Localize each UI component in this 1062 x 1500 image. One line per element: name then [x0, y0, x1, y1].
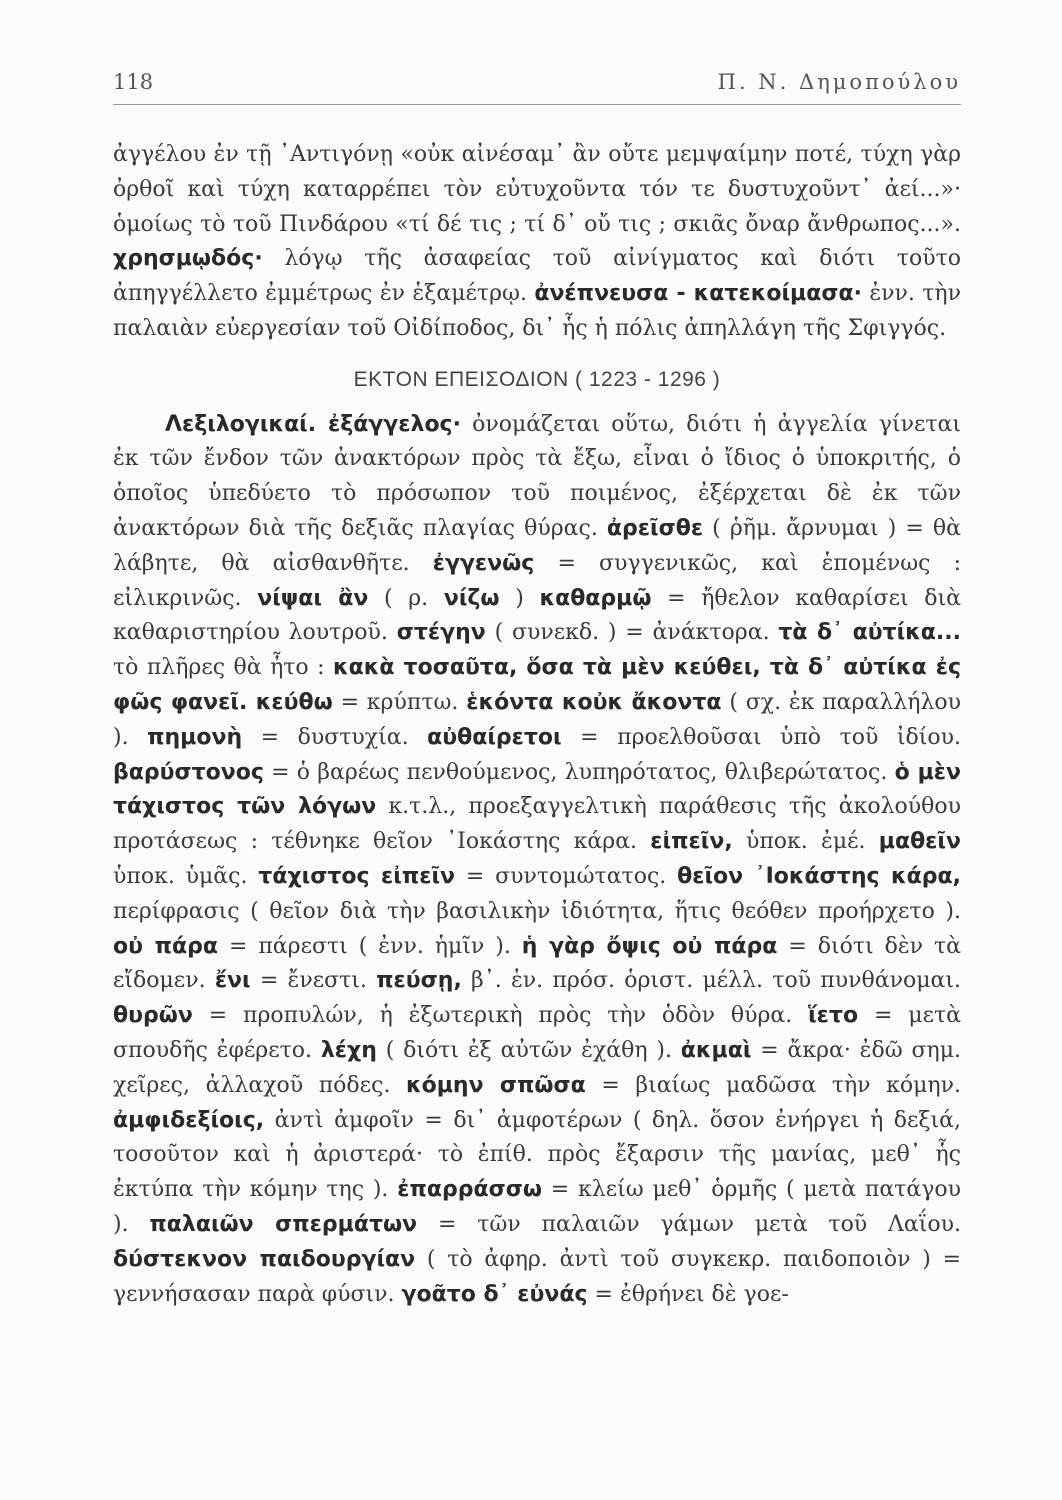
lemma-term: ὁ μὲν τάχιστος τῶν λόγων — [113, 759, 961, 820]
gloss-text: ( συνεκδ. ) = ἀνάκτορα. — [485, 620, 779, 646]
gloss-text: = συντομώτατος. — [455, 863, 678, 889]
running-head-author: Π. Ν. Δημοπούλου — [717, 70, 961, 94]
gloss-text: ( διότι ἐξ αὐτῶν ἐχάθη ). — [376, 1037, 681, 1063]
lemma-term: ἀρεῖσθε — [606, 515, 704, 541]
lemma-term: πημονὴ — [147, 724, 243, 750]
gloss-text: ὀνομάζεται οὕτω, διότι ἡ ἀγγελία γίνεται ἐκ τῶν ἔνδον τῶν ἀνακτόρων πρὸς τὰ ἔξω, εἶναι ὁ ἴδιος ὁ ὑποκριτής, ὁ ὁποῖος ὑπεδύετο τὸ πρόσωπον τοῦ ποιμένος, ἐξέρχεται δὲ ἐκ τῶν ἀνακτόρων διὰ τῆς δεξιᾶς πλαγίας θύρας. — [113, 411, 961, 541]
gloss-text: = κλείω μεθ᾿ ὁρμῆς ( μετὰ πατάγου ). — [113, 1177, 961, 1237]
lemma-term: οὐ πάρα — [113, 933, 218, 959]
gloss-text: ( σχ. ἐκ παραλλήλου ). — [113, 689, 961, 750]
gloss-text: = ὁ βαρέως πενθούμενος, λυπηρότατος, θλιβερώτατος. — [263, 759, 895, 785]
gloss-text: κ.τ.λ., προεξαγγελτικὴ παράθεσις τῆς ἀκολούθου προτάσεως : τέθνηκε θεῖον ᾿Ιοκάστης κάρα. — [113, 794, 961, 855]
lemma-term: δύστεκνον παιδουργίαν — [113, 1246, 416, 1272]
lemma-term: νίζω — [443, 585, 500, 611]
gloss-text: ( ρ. — [368, 585, 444, 611]
gloss-text: = δυστυχία. — [242, 724, 428, 750]
lemma-term: ἀμφιδεξίοις, — [113, 1107, 265, 1133]
lemma-term: ἐγγενῶς — [432, 550, 535, 576]
lemma-term: εἰπεῖν, — [650, 829, 733, 855]
lemma-term: ἀνέπνευσα - κατεκοίμασα· — [534, 281, 862, 307]
gloss-text: ὑποκ. ὑμᾶς. — [113, 863, 259, 889]
gloss-text: = κρύπτω. — [332, 689, 467, 715]
lemma-term: στέγην — [396, 620, 486, 646]
lemma-term: παλαιῶν σπερμάτων — [149, 1211, 418, 1237]
gloss-text: = ἤθελον καθαρίσει διὰ καθαριστηρίου λουτροῦ. — [113, 585, 961, 646]
gloss-text: ἀγγέλου ἐν τῇ ᾿Αντιγόνῃ «οὐκ αἰνέσαμ᾿ ἂν οὔτε μεμψαίμην ποτέ, τύχη γὰρ ὀρθοῖ καὶ τύχη καταρρέπει τὸν εὐτυχοῦντα τόν τε δυστυχοῦντ᾿ ἀεί...»· ὁμοίως τὸ τοῦ Πινδάρου «τί δέ τις ; τί δ᾿ οὔ τις ; σκιᾶς ὄναρ ἄνθρωπος...». — [113, 142, 961, 237]
lemma-term: καθαρμῷ — [539, 585, 652, 611]
gloss-text: = μετὰ σπουδῆς ἐφέρετο. — [113, 1003, 961, 1063]
gloss-text: = προελθοῦσαι ὑπὸ τοῦ ἰδίου. — [561, 724, 961, 750]
lemma-term: θυρῶν — [113, 1003, 193, 1029]
lemma-term: τάχιστος εἰπεῖν — [258, 863, 456, 889]
lemma-term: Λεξιλογικαί. ἐξάγγελος· — [165, 411, 461, 437]
lemma-term: ἀκμαὶ — [680, 1037, 752, 1063]
lemma-term: ἵετο — [808, 1003, 859, 1029]
gloss-text: ( ῥῆμ. ἄρνυμαι ) = θὰ λάβητε, θὰ αἰσθανθῆτε. — [113, 515, 961, 576]
body-paragraph — [113, 408, 961, 1313]
gloss-text: = ἄκρα· ἐδῶ σημ. χεῖρες, ἀλλαχοῦ πόδες. — [113, 1037, 961, 1098]
gloss-text: περίφρασις ( θεῖον διὰ τὴν βασιλικὴν ἰδιότητα, ἥτις θεόθεν προήρχετο ). — [113, 898, 961, 924]
gloss-text: β᾿. ἑν. πρόσ. ὁριστ. μέλλ. τοῦ πυνθάνομαι. — [461, 968, 961, 994]
lemma-term: λέχη — [320, 1037, 377, 1063]
gloss-text: = ἐθρήνει δὲ γοε- — [587, 1281, 789, 1307]
header-rule — [113, 104, 961, 105]
lemma-term: νίψαι ἂν — [257, 585, 369, 611]
gloss-text: = βιαίως μαδῶσα τὴν κόμην. — [585, 1072, 961, 1098]
section-heading: ΕΚΤΟΝ ΕΠΕΙΣΟΔΙΟΝ ( 1223 - 1296 ) — [353, 367, 721, 391]
lemma-term: ἡ γὰρ ὄψις οὐ πάρα — [521, 933, 778, 959]
lemma-term: τὰ δ᾿ αὐτίκα... — [778, 620, 961, 646]
gloss-text: = συγγενικῶς, καὶ ἑπομένως : εἰλικρινῶς. — [113, 550, 961, 611]
page-number: 118 — [113, 70, 154, 94]
lemma-term: θεῖον ᾿Ιοκάστης κάρα, — [677, 863, 961, 889]
lemma-term: ἔνι — [214, 968, 251, 994]
gloss-text: ) — [499, 585, 540, 611]
lemma-term: κακὰ τοσαῦτα, ὅσα τὰ μὲν κεύθει, τὰ δ᾿ αὐτίκα ἐς φῶς φανεῖ. κεύθω — [113, 655, 961, 715]
gloss-text: = διότι δὲν τὰ εἴδομεν. — [113, 933, 961, 994]
gloss-text: = πάρεστι ( ἐνν. ἡμῖν ). — [217, 933, 522, 959]
gloss-text: = ἔνεστι. — [250, 968, 377, 994]
lemma-term: βαρύστονος — [113, 759, 264, 785]
gloss-text: = τῶν παλαιῶν γάμων μετὰ τοῦ Λαΐου. — [417, 1211, 961, 1237]
gloss-text: τὸ πλῆρες θὰ ἦτο : — [113, 655, 333, 681]
gloss-text: ἐνν. τὴν παλαιὰν εὐεργεσίαν τοῦ Οἰδίποδος, δι᾿ ἧς ἡ πόλις ἀπηλλάγη τῆς Σφιγγός. — [113, 281, 961, 341]
gloss-text: λόγῳ τῆς ἀσαφείας τοῦ αἰνίγματος καὶ διότι τοῦτο ἀπηγγέλλετο ἐμμέτρως ἐν ἑξαμέτρῳ. — [113, 246, 961, 307]
lemma-term: μαθεῖν — [878, 829, 961, 855]
lemma-term: πεύσῃ, — [376, 968, 462, 994]
lemma-term: ἐπαρράσσω — [397, 1177, 542, 1203]
lemma-term: ἑκόντα κοὐκ ἄκοντα — [466, 689, 722, 715]
gloss-text: ὑποκ. ἐμέ. — [732, 829, 879, 855]
intro-paragraph — [113, 138, 961, 347]
gloss-text: = προπυλών, ἡ ἐξωτερικὴ πρὸς τὴν ὁδὸν θύρα. — [192, 1003, 809, 1029]
lemma-term: αὐθαίρετοι — [427, 724, 562, 750]
gloss-text: ( τὸ ἀφηρ. ἀντὶ τοῦ συγκεκρ. παιδοποιὸν ) = γεννήσασαν παρὰ φύσιν. — [113, 1246, 961, 1307]
lemma-term: χρησμῳδός· — [113, 246, 263, 272]
gloss-text: ἀντὶ ἀμφοῖν = δι᾿ ἀμφοτέρων ( δηλ. ὅσον ἐνήργει ἡ δεξιά, τοσοῦτον καὶ ἡ ἀριστερά· τὸ ἐπίθ. πρὸς ἔξαρσιν τῆς μανίας, μεθ᾿ ἧς ἐκτύπα τὴν κόμην της ). — [113, 1107, 961, 1203]
lemma-term: γοᾶτο δ᾿ εὐνάς — [401, 1281, 588, 1307]
page-text — [113, 138, 961, 1312]
running-header — [113, 70, 961, 100]
lemma-term: κόμην σπῶσα — [405, 1072, 586, 1098]
